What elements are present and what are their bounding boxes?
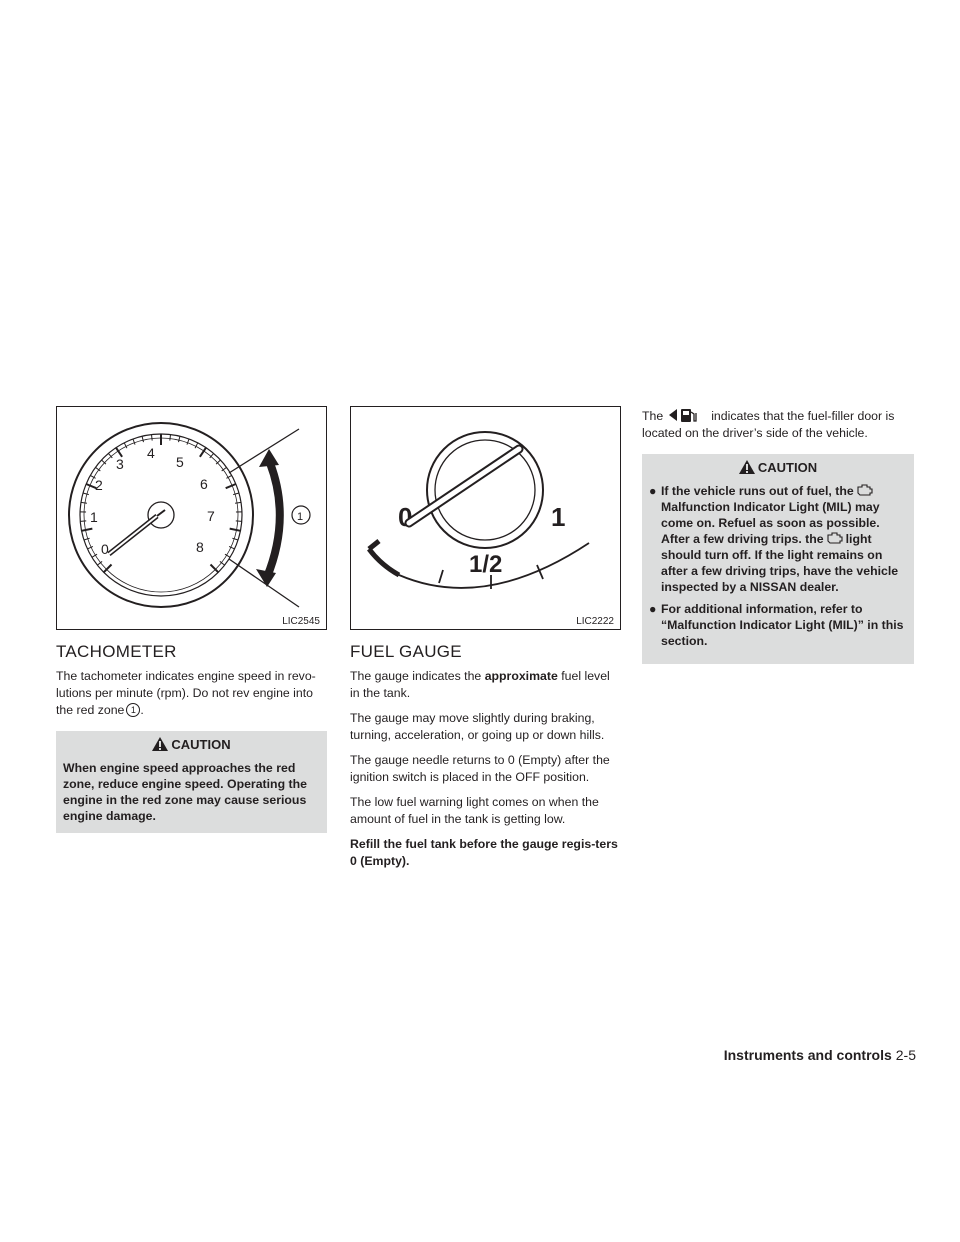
fuel-gauge-paragraph-5: Refill the fuel tank before the gauge regis-ters 0 (Empty). xyxy=(350,837,618,868)
p1-text-end: fuel level in the tank. xyxy=(350,669,610,700)
page-footer xyxy=(640,1047,916,1063)
p1-bold: approximate xyxy=(484,669,558,683)
caution-title xyxy=(63,737,320,752)
fuel-gauge-paragraph-3: The gauge needle returns to 0 (Empty) after the ignition switch is placed in the OFF position. xyxy=(350,753,610,784)
dial-tick xyxy=(235,502,241,503)
fuel-gauge-paragraph-1 xyxy=(350,668,621,702)
warning-triangle-icon xyxy=(739,460,755,474)
bullet-2-text: For additional information, refer to “Malfunction Indicator Light (MIL)” in this section. xyxy=(661,602,904,648)
callout-number: 1 xyxy=(297,511,304,523)
caution-text: When engine speed approaches the red zone, reduce engine speed. Operating the engine in the red zone may cause serious engine damage. xyxy=(63,761,307,823)
fuel-gauge-paragraph-2: The gauge may move slightly during braking, turning, acceleration, or going up or down hills. xyxy=(350,711,605,742)
warning-triangle-icon xyxy=(152,737,168,751)
footer-page-number: 2-5 xyxy=(895,1047,916,1063)
engine-check-icon xyxy=(826,532,844,545)
fuel-gauge-heading: FUEL GAUGE xyxy=(350,642,462,661)
dial-number-3: 3 xyxy=(116,456,124,472)
tachometer-heading: TACHOMETER xyxy=(56,642,177,661)
dial-tick xyxy=(104,564,112,572)
bullet-dot: ● xyxy=(649,484,657,498)
fuel-gauge-illustration xyxy=(351,407,620,629)
dial-tick xyxy=(187,439,189,445)
footer-section: Instruments and controls xyxy=(723,1047,892,1063)
b1-after: light should turn off. If the light remains on after a few driving trips, have the vehicle inspected by a NISSAN dealer. xyxy=(661,532,899,594)
dial-tick xyxy=(151,435,152,441)
p1-text: The gauge indicates the xyxy=(350,669,485,683)
caution-bullet-2 xyxy=(649,601,907,649)
caution-title xyxy=(649,460,907,475)
dial-tick xyxy=(230,529,241,531)
b1-mid: Malfunction Indicator Light (MIL) may come on. Refuel as soon as possible. After a few driving trips. the xyxy=(661,500,880,546)
fuel-door-paragraph xyxy=(642,406,914,442)
bullet-1-text xyxy=(661,483,907,595)
fuel-door-column xyxy=(642,406,914,664)
bullet-dot: ● xyxy=(649,602,657,616)
dial-tick xyxy=(170,435,171,441)
dial-tick xyxy=(82,529,93,531)
dial-number-1: 1 xyxy=(90,509,98,525)
gauge-label-empty: 0 xyxy=(398,502,413,532)
dial-number-6: 6 xyxy=(200,476,208,492)
dial-tick xyxy=(232,538,238,540)
tachometer-caution-box xyxy=(56,731,327,833)
dial-tick xyxy=(233,493,239,495)
dial-tick xyxy=(142,436,143,442)
dial-number-5: 5 xyxy=(176,454,184,470)
fuel-gauge-paragraph-4: The low fuel warning light comes on when the amount of fuel in the tank is getting low. xyxy=(350,795,599,826)
callout-circle: 1 xyxy=(126,703,140,717)
dial-number-2: 2 xyxy=(95,477,103,493)
dial-tick xyxy=(83,493,89,495)
tachometer-paragraph xyxy=(56,668,327,719)
dial-tick xyxy=(210,564,218,572)
dial-tick xyxy=(133,439,135,445)
dial-number-8: 8 xyxy=(196,539,204,555)
engine-check-icon xyxy=(856,484,874,497)
dial-tick xyxy=(84,538,90,540)
dial-tick xyxy=(179,436,180,442)
fuel-door-arrow-icon xyxy=(667,406,707,424)
fuel-caution-box xyxy=(642,454,914,664)
tachometer-column xyxy=(56,406,327,833)
dial-number-0: 0 xyxy=(101,541,109,557)
dial-tick xyxy=(226,484,236,488)
caution-label: CAUTION xyxy=(757,460,818,475)
fuel-gauge-column xyxy=(350,406,621,878)
tachometer-text: The tachometer indicates engine speed in revo-lutions per minute (rpm). Do not rev engine into the red zone xyxy=(56,669,316,717)
fuel-gauge-figure xyxy=(350,406,621,630)
caution-label: CAUTION xyxy=(171,737,231,752)
tachometer-illustration xyxy=(57,407,326,629)
figure-code: LIC2222 xyxy=(576,616,614,627)
fuel-door-text-end: indicates that the fuel-filler door is located on the driver’s side of the vehicle. xyxy=(642,409,895,440)
tachometer-text-end: . xyxy=(140,703,144,717)
gauge-label-half: 1/2 xyxy=(469,551,503,578)
dial-number-7: 7 xyxy=(207,508,215,524)
dial-number-4: 4 xyxy=(147,445,155,461)
dial-tick xyxy=(81,502,87,503)
b1-before: If the vehicle runs out of fuel, the xyxy=(661,484,854,498)
caution-bullet-1 xyxy=(649,483,907,595)
tachometer-figure xyxy=(56,406,327,630)
fuel-door-text: The xyxy=(642,409,664,423)
figure-code: LIC2545 xyxy=(282,616,320,627)
gauge-label-full: 1 xyxy=(551,502,566,532)
